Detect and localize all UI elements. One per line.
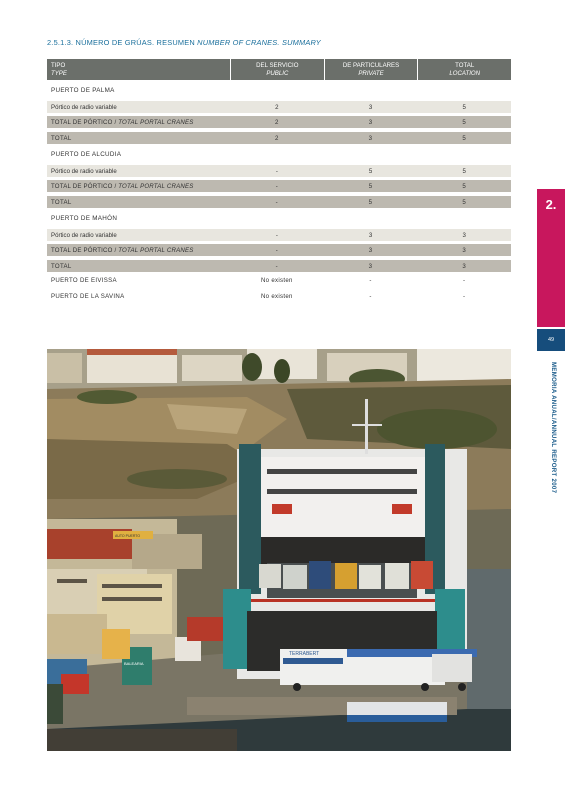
header-total: TOTAL LOCATION [417, 59, 511, 80]
page-number-tab [537, 329, 565, 351]
group-heading: PUERTO DE PALMA [51, 86, 115, 94]
table-row-total-portal: TOTAL DE PÓRTICO / TOTAL PORTAL CRANES 2 3 5 [47, 116, 511, 128]
table-row: PUERTO DE EIVISSA No existen - - [51, 277, 466, 284]
section-title-en: NUMBER OF CRANES. SUMMARY [197, 38, 321, 47]
table-row-total: TOTAL 2 3 5 [47, 132, 511, 144]
table-row: Pórtico de radio variable - 3 3 [47, 229, 511, 241]
table-row: Pórtico de radio variable 2 3 5 [47, 101, 511, 113]
table-header [47, 59, 511, 80]
header-public: DEL SERVICIO PUBLIC [230, 59, 324, 80]
table-row-total-portal: TOTAL DE PÓRTICO / TOTAL PORTAL CRANES - 3 3 [47, 244, 511, 256]
table-row-total: TOTAL - 5 5 [47, 196, 511, 208]
group-heading: PUERTO DE MAHÓN [51, 214, 118, 222]
truck-brand-balearia: BALEARIA [124, 661, 144, 666]
section-title [47, 38, 321, 47]
cranes-table [47, 59, 511, 304]
section-title-es: NÚMERO DE GRÚAS. RESUMEN [75, 38, 195, 47]
truck-brand-terrabert: TERRABERT [289, 651, 320, 657]
table-row: Pórtico de radio variable - 5 5 [47, 165, 511, 177]
group-heading: PUERTO DE ALCUDIA [51, 150, 122, 158]
header-private: DE PARTICULARES PRIVATE [324, 59, 418, 80]
header-type: TIPO TYPE [51, 62, 67, 77]
chapter-tab [537, 189, 565, 327]
table-row-total: TOTAL - 3 3 [47, 260, 511, 272]
page-number: 49 [547, 337, 555, 343]
table-row: PUERTO DE LA SAVINA No existen - - [51, 293, 466, 300]
chapter-number: 2. [545, 197, 557, 212]
port-photo [47, 349, 511, 751]
building-sign: AUTO PUERTO [115, 534, 141, 538]
section-number: 2.5.1.3. [47, 38, 74, 47]
report-running-title: MEMORIA ANUAL/ANNUAL REPORT 2007 [550, 362, 557, 494]
table-row-total-portal: TOTAL DE PÓRTICO / TOTAL PORTAL CRANES - 5 5 [47, 180, 511, 192]
